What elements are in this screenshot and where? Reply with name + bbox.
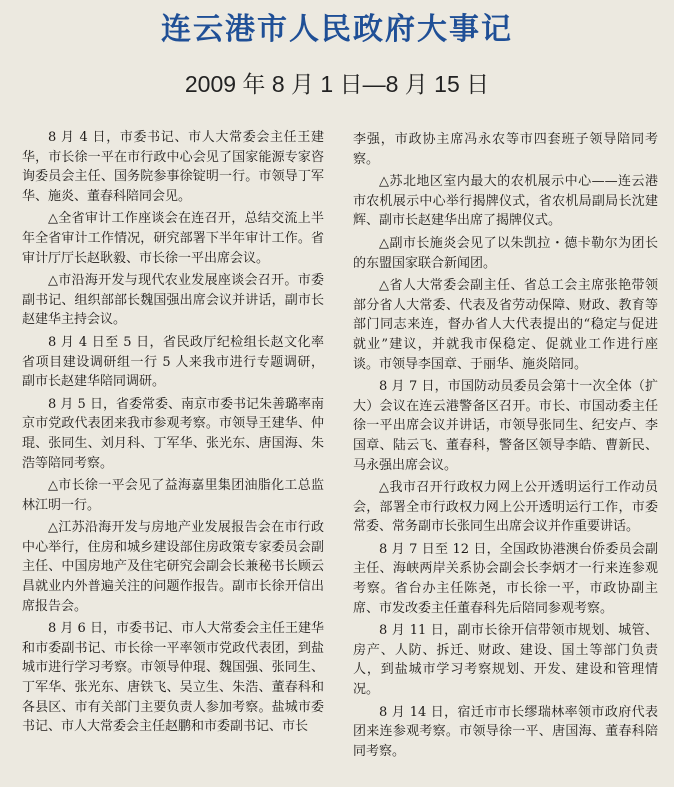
paragraph: △市沿海开发与现代农业发展座谈会召开。市委副书记、组织部部长魏国强出席会议并讲话，副市长赵建华主持会议。 [22,273,324,328]
paragraph: △市长徐一平会见了益海嘉里集团油脂化工总监林江明一行。 [22,478,324,513]
paragraph: 8 月 4 日至 5 日，省民政厅纪检组长赵文化率省项目建设调研组一行 5 人来我市进行专题调研，副市长赵建华陪同调研。 [22,334,324,390]
right-column [353,130,658,764]
paragraph: 8 月 7 日，市国防动员委员会第十一次全体（扩大）会议在连云港警备区召开。市长、市国动委主任徐一平出席会议并讲话，市领导张同生、纪安卢、李国章、陆云飞、董春科，警备区领导李皓、曹新民、马永强出席会议。 [353,379,658,473]
paragraph: △全省审计工作座谈会在连召开，总结交流上半年全省审计工作情况，研究部署下半年审计工作。省审计厅厅长赵耿毅、市长徐一平出席会议。 [22,211,324,266]
date-range-subtitle: 2009 年 8 月 1 日—8 月 15 日 [184,71,490,97]
paragraph: △副市长施炎会见了以朱凯拉・德卡勒尔为团长的东盟国家联合新闻团。 [353,235,658,271]
left-column [22,128,324,740]
paragraph: △省人大常委会副主任、省总工会主席张艳带领部分省人大常委、代表及省劳动保障、财政、教育等部门同志来连，督办省人大代表提出的“稳定与促进就业”建议，并就我市保稳定、促就业工作进行座谈。市领导李国章、于丽华、施炎陪同。 [353,278,658,372]
paragraph: 8 月 11 日，副市长徐开信带领市规划、城管、房产、人防、拆迁、财政、建设、国土等部门负责人，到盐城市学习考察规划、开发、建设和管理情况。 [353,623,658,698]
page-title: 连云港市人民政府大事记 [161,12,513,47]
paragraph: 8 月 6 日，市委书记、市人大常委会主任王建华和市委副书记、市长徐一平率领市党政代表团，到盐城市进行学习考察。市领导仲琨、魏国强、张同生、丁军华、张光东、唐铁飞、吴立生、朱浩、董春科和各县区、市有关部门主要负责人参加考察。盐城市委书记、市人大常委会主任赵鹏和市委副书记、市长 [22,621,324,735]
paragraph: 8 月 4 日，市委书记、市人大常委会主任王建华，市长徐一平在市行政中心会见了国家能源专家咨询委员会主任、国务院参事徐锭明一行。市领导丁军华、施炎、董春科陪同会见。 [22,130,324,204]
paragraph: △我市召开行政权力网上公开透明运行工作动员会，部署全市行政权力网上公开透明运行工作，市委常委、常务副市长张同生出席会议并作重要讲话。 [353,480,658,535]
paragraph: 8 月 14 日，宿迁市市长缪瑞林率领市政府代表团来连参观考察。市领导徐一平、唐国海、董春科陪同考察。 [353,704,658,759]
paragraph-continuation: 李强，市政协主席冯永农等市四套班子领导陪同考察。 [353,132,658,167]
paragraph: 8 月 7 日至 12 日，全国政协港澳台侨委员会副主任、海峡两岸关系协会副会长李炳才一行来连参观考察。省台办主任陈尧，市长徐一平，市政协副主席、市发改委主任董春科先后陪同参观考察。 [353,541,658,616]
paragraph: 8 月 5 日，省委常委、南京市委书记朱善璐率南京市党政代表团来我市参观考察。市领导王建华、仲琨、张同生、刘月科、丁军华、张光东、唐国海、朱浩等陪同考察。 [22,396,324,471]
paragraph: △苏北地区室内最大的农机展示中心——连云港市农机展示中心举行揭牌仪式，省农机局副局长沈建辉、副市长赵建华出席了揭牌仪式。 [353,174,658,229]
paragraph: △江苏沿海开发与房地产业发展报告会在市行政中心举行，住房和城乡建设部住房政策专家委员会副主任、中国房地产及住宅研究会副会长兼秘书长顾云昌就业内外普遍关注的问题作报告。副市长徐开信出席报告会。 [22,520,324,614]
